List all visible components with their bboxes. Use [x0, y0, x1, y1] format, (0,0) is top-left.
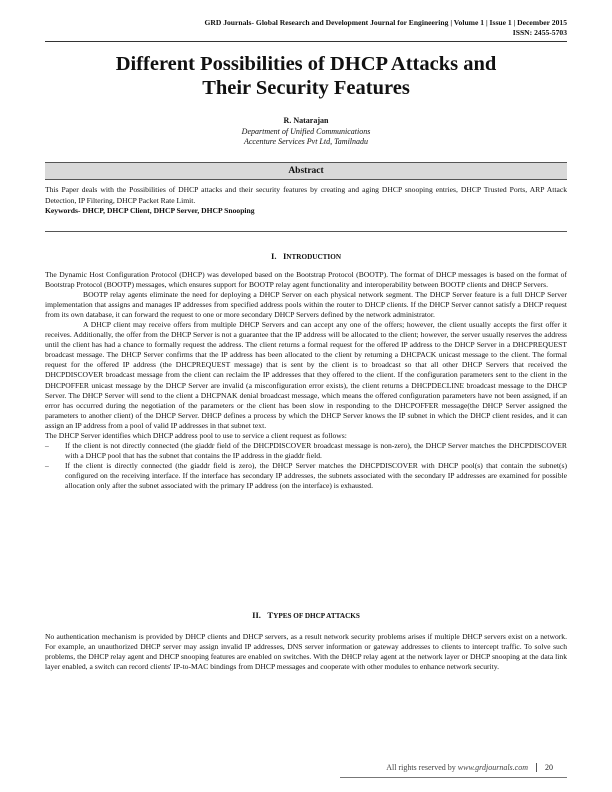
- section-initial: T: [267, 610, 274, 620]
- abstract-text: This Paper deals with the Possibilities of DHCP attacks and their security features by creating and aging DHCP snooping entries, DHCP Trusted Ports, ARP Attack Detection, IP Filtering, DHCP Packet Rate Limit.: [45, 185, 567, 205]
- dhcp-attacks-body: [45, 632, 567, 672]
- paragraph: A DHCP client may receive offers from multiple DHCP Servers and can accept any one of the offers; however, the client usually accepts the first offer it receives. Additionally, the offer from the DHCP Server is not a guarantee that the IP address will be allocated to the client; however, the server usually reserves the address until the client has had a chance to formally request the address. The client returns a formal request for the offered IP address to the DHCP Server in a DHCPREQUEST broadcast message. The DHCP Server confirms that the IP address has been allocated to the client by returning a DHCPACK unicast message to the client. The formal request for the offered IP address (the DHCPREQUEST message) that is sent by the client is to broadcast so that all other DHCP Servers that received the DHCPDISCOVER broadcast message from the client can reclaim the IP addresses that they offered to the client. If the configuration parameters sent to the client in the DHCPOFFER unicast message by the DHCP Server are invalid (a misconfiguration error exists), the client returns a DHCPDECLINE broadcast message to the DHCP Server. The DHCP Server will send to the client a DHCPNAK denial broadcast message, which means the offered configuration parameters have not been assigned, if an error has occurred during the negotiation of the parameters or the client has been slow in responding to the DHCPOFFER message(the DHCP Server assigned the parameters to another client) of the DHCP Server. DHCP defines a process by which the DHCP Server knows the IP subnet in which the DHCP client resides, and it can assign an IP address from a pool of valid IP addresses in that subnet text.: [45, 320, 567, 430]
- title-line-1: Different Possibilities of DHCP Attacks and: [115, 53, 497, 75]
- list-bullet: –: [45, 460, 49, 470]
- footer-divider: [340, 777, 567, 778]
- paragraph: The DHCP Server identifies which DHCP address pool to use to service a client request as follows:: [45, 430, 347, 440]
- section-title: NTRODUCTION: [286, 253, 342, 261]
- abstract-body: [45, 185, 567, 217]
- list-bullet: –: [45, 440, 49, 450]
- list-item-text: If the client is directly connected (the giaddr field is zero), the DHCP Server matches the DHCPDISCOVER with DHCP pool(s) that contain the subnet(s) configured on the receiving interface. If the interface has secondary IP addresses, the subnets associated with the secondary IP addresses are examined for possible allocation only after the subnet associated with the primary IP address (on the interface) is exhausted.: [65, 460, 567, 490]
- issn-line: ISSN: 2455-5703: [512, 28, 567, 37]
- footer-text: [386, 763, 528, 772]
- section-number: I.: [270, 251, 277, 261]
- keywords: [45, 206, 567, 217]
- list-item-text: If the client is not directly connected (the giaddr field of the DHCPDISCOVER broadcast message is non-zero), the DHCP Server matches the DHCPDISCOVER with a DHCP pool that has the subnet that contains the IP address in the giaddr field.: [65, 440, 567, 460]
- paragraph: No authentication mechanism is provided by DHCP clients and DHCP servers, as a result network security problems arises if multiple DHCP servers exist on a network. For example, an unauthorized DHCP server may assign invalid IP addresses, DNS server information or gateway addresses to clients to intercept traffic. To solve such problems, the DHCP relay agent and DHCP snooping features are enabled on switches. With the DHCP relay agent at the network layer or DHCP snooping at the data link layer enabled, a switch can record clients' IP-to-MAC bindings from DHCP messages and cooperate with other modules to enhance network security.: [45, 632, 567, 672]
- section-number: II.: [252, 610, 261, 620]
- header-divider: [45, 41, 567, 42]
- keywords-list: DHCP, DHCP Client, DHCP Server, DHCP Snooping: [80, 206, 255, 216]
- footer-prefix: All rights reserved by: [386, 763, 458, 772]
- author-name: R. Natarajan: [283, 116, 329, 125]
- paragraph: The Dynamic Host Configuration Protocol (DHCP) was developed based on the Bootstrap Protocol (BOOTP). The format of DHCP messages is based on the format of Bootstrap Protocol (BOOTP) messages, which ensures support for BOOTP relay agent functionality and interoperability between BOOTP clients and DHCP Servers.: [45, 270, 567, 290]
- title-line-2: Their Security Features: [202, 77, 410, 99]
- abstract-divider: [45, 231, 567, 232]
- keywords-label: Keywords-: [45, 206, 81, 216]
- list-item: [45, 461, 567, 491]
- running-header: [204, 18, 567, 38]
- page-footer: [386, 763, 567, 772]
- list-item: [45, 441, 567, 461]
- section-heading-introduction: [45, 251, 567, 261]
- page-number: 20: [536, 763, 567, 772]
- paper-title: [45, 52, 567, 100]
- author-block: [45, 116, 567, 148]
- author-organization: Accenture Services Pvt Ltd, Tamilnadu: [243, 137, 369, 146]
- section-title: YPES OF DHCP ATTACKS: [273, 612, 360, 620]
- section-initial: I: [282, 251, 287, 261]
- introduction-body: [45, 270, 567, 491]
- paragraph: BOOTP relay agents eliminate the need for deploying a DHCP Server on each physical network segment. The DHCP Server feature is a full DHCP Server implementation that assigns and manages IP addresses from specified address pools within the router to DHCP clients. If the DHCP Server cannot satisfy a DHCP request from its own database, it can forward the request to one or more secondary DHCP Servers defined by the network administrator.: [45, 290, 567, 320]
- section-heading-dhcp-attacks: [45, 610, 567, 620]
- journal-line: GRD Journals- Global Research and Development Journal for Engineering | Volume 1 | Issue 1 | December 2015: [204, 18, 567, 27]
- abstract-heading: Abstract: [45, 162, 567, 180]
- journal-website-link[interactable]: www.grdjournals.com: [457, 763, 528, 772]
- author-department: Department of Unified Communications: [241, 126, 371, 136]
